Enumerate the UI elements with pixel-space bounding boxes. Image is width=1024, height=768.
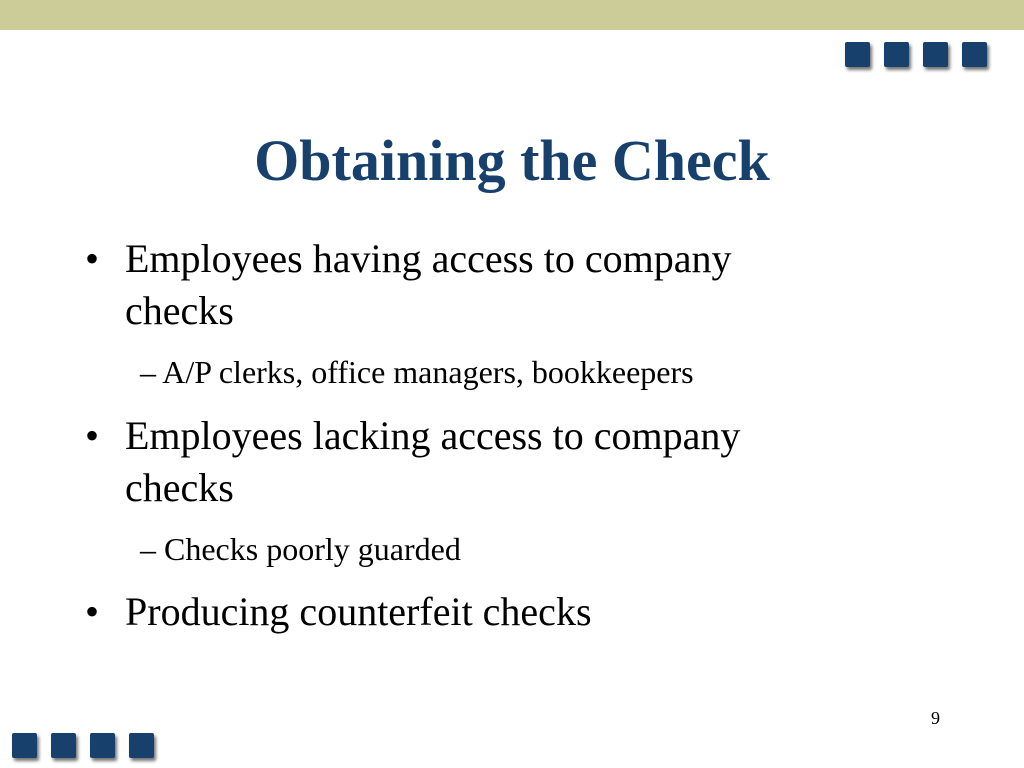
top-right-square-decoration <box>845 42 987 67</box>
page-number: 9 <box>931 708 940 728</box>
bullet-text: Employees having access to company checks <box>125 236 732 333</box>
bullet-item <box>85 586 845 638</box>
bullet-text: Employees lacking access to company checks <box>125 413 741 510</box>
bottom-left-square-decoration <box>12 733 154 758</box>
decorative-square <box>962 42 987 67</box>
decorative-square <box>923 42 948 67</box>
decorative-square <box>90 733 115 758</box>
decorative-square <box>845 42 870 67</box>
bullet-item <box>85 233 845 337</box>
decorative-square <box>129 733 154 758</box>
decorative-square <box>51 733 76 758</box>
sub-bullet-item: – A/P clerks, office managers, bookkeepers <box>140 354 694 390</box>
sub-bullet-item: – Checks poorly guarded <box>140 531 461 567</box>
bullet-glyph: • <box>85 236 100 281</box>
bullet-text: Producing counterfeit checks <box>125 589 592 634</box>
decorative-square <box>12 733 37 758</box>
bullet-glyph: • <box>85 413 100 458</box>
bullet-glyph: • <box>85 589 100 634</box>
slide-title: Obtaining the Check <box>254 128 770 193</box>
top-decorative-band <box>0 0 1024 30</box>
bullet-item <box>85 410 845 514</box>
decorative-square <box>884 42 909 67</box>
